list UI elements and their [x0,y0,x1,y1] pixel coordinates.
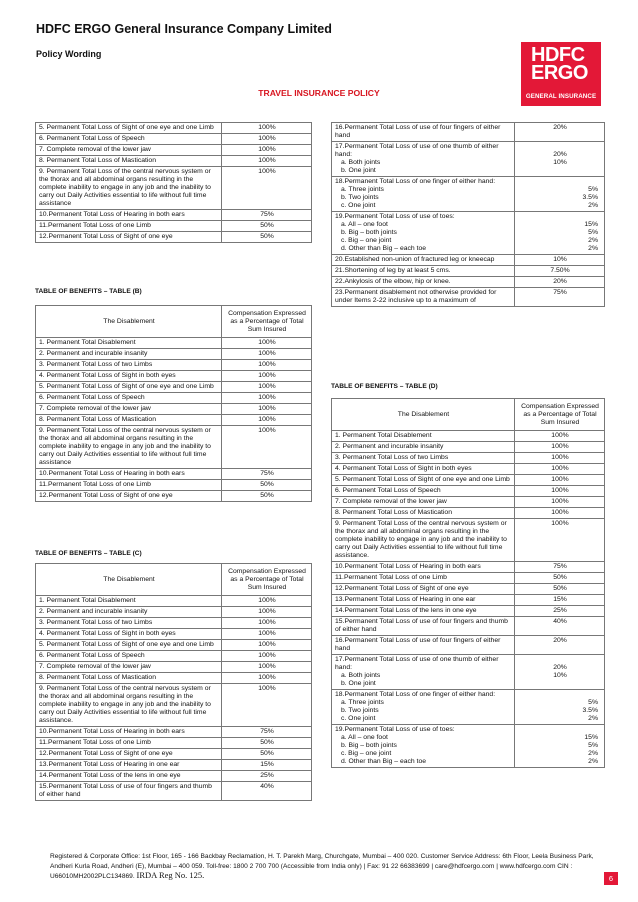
table-row [332,562,605,573]
table-a-continued-right [331,122,605,307]
table-row [36,426,312,469]
table-row [36,393,312,404]
row-value: 100% [515,519,605,562]
table-row [332,595,605,606]
table-row [36,771,312,782]
row-value: 100% [515,442,605,453]
table-row [36,651,312,662]
row-label: 7. Complete removal of the lower jaw [36,662,222,673]
row-value: 7.50% [515,266,605,277]
table-row [332,519,605,562]
row-value: 20% [515,636,605,655]
row-label: 10.Permanent Total Loss of Hearing in both ears [36,469,222,480]
footer-irda: IRDA Reg No. 125. [136,870,205,881]
table-b [35,305,312,502]
table-row [36,134,312,145]
table-row [332,177,605,212]
row-value: 100% [222,651,312,662]
row-value: 25% [222,771,312,782]
row-label: 3. Permanent Total Loss of two Limbs [36,360,222,371]
row-value: 100% [222,426,312,469]
table-c-header-disablement: The Disablement [36,564,222,596]
row-value: 50% [222,491,312,502]
table-row [36,338,312,349]
table-row [332,617,605,636]
row-value: 100% [222,382,312,393]
table-row [36,673,312,684]
row-label: 5. Permanent Total Loss of Sight of one eye and one Limb [36,640,222,651]
table-row [332,453,605,464]
row-label: 22.Ankylosis of the elbow, hip or knee. [332,277,515,288]
table-d-caption: TABLE OF BENEFITS – TABLE (D) [331,383,438,390]
table-row [36,662,312,673]
row-value: 100% [515,453,605,464]
table-row [36,684,312,727]
table-row [36,232,312,243]
row-value: 100% [222,684,312,727]
row-label: 1. Permanent Total Disablement [36,338,222,349]
table-c-caption: TABLE OF BENEFITS – TABLE (C) [35,550,142,557]
row-value: 50% [222,749,312,760]
table-row [36,404,312,415]
row-value: 50% [222,232,312,243]
row-value: 100% [222,629,312,640]
table-a-continued [35,122,312,243]
row-value: 50% [222,221,312,232]
row-label: 6. Permanent Total Loss of Speech [36,651,222,662]
row-value: 15% [222,760,312,771]
row-value: 15% [515,595,605,606]
row-label: 3. Permanent Total Loss of two Limbs [36,618,222,629]
table-row [36,221,312,232]
row-value: 50% [515,584,605,595]
table-b-caption: TABLE OF BENEFITS – TABLE (B) [35,288,142,295]
row-label: 21.Shortening of leg by at least 5 cms. [332,266,515,277]
table-row [36,415,312,426]
row-value: 100% [222,134,312,145]
row-value: 100% [222,607,312,618]
row-label: 20.Established non-union of fractured leg or kneecap [332,255,515,266]
row-value: 100% [515,431,605,442]
row-label: 19.Permanent Total Loss of use of toes: a. All – one foot b. Big – both joints c. Big – one joint d. Other than Big – each toe [332,212,515,255]
table-c-header-compensation: Compensation Expressed as a Percentage of Total Sum Insured [222,564,312,596]
table-row [36,210,312,221]
table-row [332,497,605,508]
row-value: 100% [222,123,312,134]
table-row [332,442,605,453]
table-row [36,738,312,749]
table-row [332,277,605,288]
row-label: 4. Permanent Total Loss of Sight in both eyes [332,464,515,475]
table-d-header-disablement: The Disablement [332,399,515,431]
table-row [36,607,312,618]
row-label: 6. Permanent Total Loss of Speech [36,134,222,145]
table-d [331,398,605,768]
row-value: 75% [222,469,312,480]
table-b-header-compensation: Compensation Expressed as a Percentage of Total Sum Insured [222,306,312,338]
row-label: 2. Permanent and incurable insanity [36,607,222,618]
row-value: 100% [515,486,605,497]
row-label: 15.Permanent Total Loss of use of four fingers and thumb of either hand [36,782,222,801]
row-value: 100% [515,464,605,475]
row-label: 15.Permanent Total Loss of use of four fingers and thumb of either hand [332,617,515,636]
row-label: 8. Permanent Total Loss of Mastication [36,415,222,426]
company-title: HDFC ERGO General Insurance Company Limited [36,22,332,36]
table-row [36,156,312,167]
row-value: 100% [222,404,312,415]
row-label: 12.Permanent Total Loss of Sight of one eye [36,491,222,502]
row-value: 5% 3.5% 2% [515,690,605,725]
row-label: 8. Permanent Total Loss of Mastication [332,508,515,519]
table-row [36,382,312,393]
row-value: 50% [222,480,312,491]
table-row [332,690,605,725]
row-label: 16.Permanent Total Loss of use of four fingers of either hand [332,636,515,655]
row-label: 16.Permanent Total Loss of use of four fingers of either hand [332,123,515,142]
row-label: 10.Permanent Total Loss of Hearing in both ears [36,210,222,221]
table-row [332,573,605,584]
row-label: 7. Complete removal of the lower jaw [36,145,222,156]
row-label: 11.Permanent Total Loss of one Limb [36,738,222,749]
table-row [332,606,605,617]
row-value: 100% [222,618,312,629]
row-value: 10% [515,255,605,266]
table-row [332,486,605,497]
table-row [36,145,312,156]
table-row [36,596,312,607]
row-label: 18.Permanent Total Loss of one finger of either hand: a. Three joints b. Two joints c. One joint [332,177,515,212]
table-row [36,371,312,382]
row-label: 10.Permanent Total Loss of Hearing in both ears [332,562,515,573]
row-label: 11.Permanent Total Loss of one Limb [332,573,515,584]
table-row [332,725,605,768]
row-value: 75% [515,288,605,307]
table-row [36,123,312,134]
row-value: 100% [515,508,605,519]
table-row [36,749,312,760]
table-row [332,636,605,655]
row-label: 12.Permanent Total Loss of Sight of one eye [36,749,222,760]
table-row [332,266,605,277]
row-label: 2. Permanent and incurable insanity [36,349,222,360]
table-row [36,727,312,738]
row-value: 100% [222,338,312,349]
footer [50,852,610,882]
table-row [332,655,605,690]
footer-contact: care@hdfcergo.com | www.hdfcergo.com CIN : U66010MH2002PLC134869. [50,862,573,881]
row-value: 100% [222,145,312,156]
table-row [332,508,605,519]
logo-ergo-text: ERGO [531,62,588,84]
row-value: 50% [222,738,312,749]
row-label: 12.Permanent Total Loss of Sight of one eye [36,232,222,243]
table-row [332,142,605,177]
logo-tagline: GENERAL INSURANCE [525,93,597,100]
row-value: 20% [515,277,605,288]
row-value: 100% [222,640,312,651]
row-label: 6. Permanent Total Loss of Speech [332,486,515,497]
row-label: 18.Permanent Total Loss of one finger of either hand: a. Three joints b. Two joints c. One joint [332,690,515,725]
row-label: 11.Permanent Total Loss of one Limb [36,480,222,491]
row-value: 100% [222,360,312,371]
row-value: 100% [515,497,605,508]
row-label: 9. Permanent Total Loss of the central nervous system or the thorax and all abdominal organs resulting in the complete inability to engage in any job and the inability to carry out Daily Activities essential to life without full time assistance [36,167,222,210]
table-row [36,480,312,491]
table-row [36,618,312,629]
row-value: 20% [515,123,605,142]
table-row [332,475,605,486]
row-label: 1. Permanent Total Disablement [332,431,515,442]
row-value: 100% [222,371,312,382]
table-row [36,360,312,371]
row-value: 15% 5% 2% 2% [515,212,605,255]
row-value: 50% [515,573,605,584]
table-row [36,782,312,801]
row-value: 100% [222,156,312,167]
row-value: 20% 10% [515,655,605,690]
row-value: 75% [515,562,605,573]
row-value: 75% [222,727,312,738]
row-label: 4. Permanent Total Loss of Sight in both eyes [36,629,222,640]
table-c [35,563,312,801]
row-value: 40% [222,782,312,801]
table-row [332,464,605,475]
row-value: 100% [222,415,312,426]
logo-hdfc-text: HDFC [531,44,585,66]
row-label: 2. Permanent and incurable insanity [332,442,515,453]
table-row [332,584,605,595]
row-label: 13.Permanent Total Loss of Hearing in one ear [36,760,222,771]
table-row [332,212,605,255]
row-value: 100% [222,167,312,210]
table-row [36,491,312,502]
row-label: 7. Complete removal of the lower jaw [36,404,222,415]
row-label: 5. Permanent Total Loss of Sight of one eye and one Limb [332,475,515,486]
row-label: 9. Permanent Total Loss of the central nervous system or the thorax and all abdominal organs resulting in the complete inability to engage in any job and the inability to carry out Daily Activities essential to life without full time assistance. [36,684,222,727]
row-value: 100% [222,673,312,684]
table-row [332,255,605,266]
policy-heading: TRAVEL INSURANCE POLICY [258,88,380,98]
row-value: 100% [222,596,312,607]
row-value: 25% [515,606,605,617]
row-label: 17.Permanent Total Loss of use of one thumb of either hand: a. Both joints b. One joint [332,142,515,177]
row-label: 3. Permanent Total Loss of two Limbs [332,453,515,464]
row-label: 13.Permanent Total Loss of Hearing in one ear [332,595,515,606]
table-row [36,167,312,210]
page-number: 6 [604,872,618,885]
table-row [36,629,312,640]
row-label: 19.Permanent Total Loss of use of toes: a. All – one foot b. Big – both joints c. Big – one joint d. Other than Big – each toe [332,725,515,768]
row-label: 14.Permanent Total Loss of the lens in one eye [332,606,515,617]
row-label: 4. Permanent Total Loss of Sight in both eyes [36,371,222,382]
table-row [36,469,312,480]
row-label: 5. Permanent Total Loss of Sight of one eye and one Limb [36,382,222,393]
row-value: 15% 5% 2% 2% [515,725,605,768]
table-row [36,760,312,771]
row-label: 14.Permanent Total Loss of the lens in one eye [36,771,222,782]
row-label: 9. Permanent Total Loss of the central nervous system or the thorax and all abdominal organs resulting in the complete inability to engage in any job and the inability to carry out Daily Activities essential to life without full time assistance. [332,519,515,562]
row-label: 17.Permanent Total Loss of use of one thumb of either hand: a. Both joints b. One joint [332,655,515,690]
row-value: 100% [515,475,605,486]
row-value: 100% [222,349,312,360]
row-label: 1. Permanent Total Disablement [36,596,222,607]
document-subtitle: Policy Wording [36,49,102,59]
row-value: 20% 10% [515,142,605,177]
row-value: 100% [222,662,312,673]
row-label: 8. Permanent Total Loss of Mastication [36,156,222,167]
row-label: 8. Permanent Total Loss of Mastication [36,673,222,684]
table-row [332,288,605,307]
table-d-header-compensation: Compensation Expressed as a Percentage of Total Sum Insured [515,399,605,431]
row-label: 9. Permanent Total Loss of the central nervous system or the thorax and all abdominal organs resulting in the complete inability to engage in any job and the inability to carry out Daily Activities essential to life without full time assistance [36,426,222,469]
row-value: 75% [222,210,312,221]
row-label: 6. Permanent Total Loss of Speech [36,393,222,404]
row-value: 40% [515,617,605,636]
row-value: 100% [222,393,312,404]
row-label: 12.Permanent Total Loss of Sight of one eye [332,584,515,595]
row-label: 5. Permanent Total Loss of Sight of one eye and one Limb [36,123,222,134]
table-row [332,123,605,142]
footer-address: Registered & Corporate Office: 1st Floor, 165 - 166 Backbay Reclamation, H. T. Parekh Marg, Churchgate, Mumbai – 400 020. Customer Service Address: 6th Floor, Leela Business Park, Andheri Kurla Road, Andheri (E), Mumbai – 400 059. Toll-free: 1800 2 700 700 (Accessible from India only) | Fax: 91 22 66383699 | [50,853,594,870]
row-label: 10.Permanent Total Loss of Hearing in both ears [36,727,222,738]
table-row [332,431,605,442]
table-b-header-disablement: The Disablement [36,306,222,338]
table-row [36,640,312,651]
row-label: 7. Complete removal of the lower jaw [332,497,515,508]
row-value: 5% 3.5% 2% [515,177,605,212]
table-row [36,349,312,360]
row-label: 23.Permanent disablement not otherwise provided for under Items 2-22 inclusive up to a maximum of [332,288,515,307]
row-label: 11.Permanent Total Loss of one Limb [36,221,222,232]
